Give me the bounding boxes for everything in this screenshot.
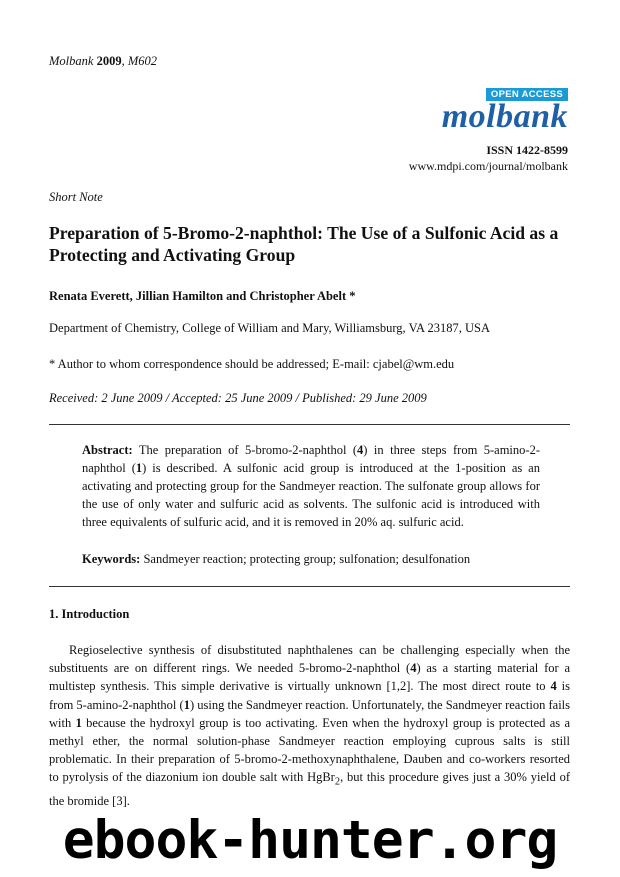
article-title: Preparation of 5-Bromo-2-naphthol: The Use of a Sulfonic Acid as a Protecting and Activating Group: [49, 223, 559, 265]
journal-url[interactable]: www.mdpi.com/journal/molbank: [408, 159, 568, 173]
compound-ref: 4: [410, 661, 417, 676]
subscript: 2: [334, 776, 341, 788]
keywords: [82, 552, 470, 567]
abstract: [82, 441, 540, 531]
abstract-label: Abstract:: [82, 443, 133, 457]
paragraph-text: is from 5-amino-2-naphthol (: [49, 679, 571, 712]
open-access-badge: OPEN ACCESS: [486, 88, 568, 101]
article-id: , M602: [121, 54, 157, 68]
article-type: Short Note: [49, 190, 103, 204]
compound-ref: 4: [357, 443, 364, 457]
publication-dates: Received: 2 June 2009 / Accepted: 25 June 2009 / Published: 29 June 2009: [49, 391, 427, 405]
journal-name: Molbank: [49, 54, 94, 68]
journal-logo: molbank: [441, 98, 568, 135]
abstract-text: ) is described. A sulfonic acid group is introduced at the 1-position as an activating and protecting group for the Sandmeyer reaction. The sulfonate group allows for the use of only water and sulfuric acid as solvents. The sulfonic acid is introduced with three equivalents of sulfuric acid, and it is removed in 20% aq. sulfuric acid.: [82, 461, 540, 529]
affiliation: Department of Chemistry, College of William and Mary, Williamsburg, VA 23187, USA: [49, 321, 490, 335]
authors: Renata Everett, Jillian Hamilton and Christopher Abelt *: [49, 289, 356, 303]
correspondence: * Author to whom correspondence should be addressed; E-mail: cjabel@wm.edu: [49, 357, 455, 371]
introduction-paragraph: [49, 641, 570, 810]
paragraph-text: ) as a starting material for a multistep synthesis. This simple derivative is virtually unknown [1,2]. The most direct route to: [49, 661, 570, 694]
abstract-text: ) in three steps from 5-amino-2-naphthol (: [82, 443, 540, 475]
compound-ref: 1: [75, 715, 82, 730]
abstract-text: The preparation of 5-bromo-2-naphthol (: [132, 443, 358, 457]
paragraph-text: because the hydroxyl group is too activating. Even when the hydroxyl group is protected as a methyl ether, the normal solution-phase Sandmeyer reaction employing cuprous salts is still problematic. In their preparation of 5-bromo-2-methoxynaphthalene, Dauben and co-workers resorted to pyrolysis of the diazonium ion double salt with HgBr: [49, 715, 570, 785]
journal-reference: [49, 54, 157, 69]
keywords-text: Sandmeyer reaction; protecting group; sulfonation; desulfonation: [140, 552, 471, 566]
compound-ref: 4: [550, 679, 557, 694]
section-heading: 1. Introduction: [49, 607, 130, 621]
issn: ISSN 1422-8599: [486, 143, 568, 157]
journal-year: 2009: [96, 54, 122, 68]
keywords-label: Keywords:: [82, 552, 141, 566]
divider-top: [49, 424, 570, 425]
watermark: ebook-hunter.org: [62, 810, 558, 871]
paragraph-text: , but this procedure gives just a 30% yield of the bromide [3].: [49, 770, 570, 809]
compound-ref: 1: [135, 461, 143, 475]
paragraph-text: ) using the Sandmeyer reaction. Unfortunately, the Sandmeyer reaction fails with: [49, 697, 571, 730]
divider-bottom: [49, 586, 570, 587]
paragraph-text: Regioselective synthesis of disubstituted naphthalenes can be challenging especially when the substituents are on different rings. We needed 5-bromo-2-naphthol (: [49, 643, 570, 676]
compound-ref: 1: [183, 697, 190, 712]
